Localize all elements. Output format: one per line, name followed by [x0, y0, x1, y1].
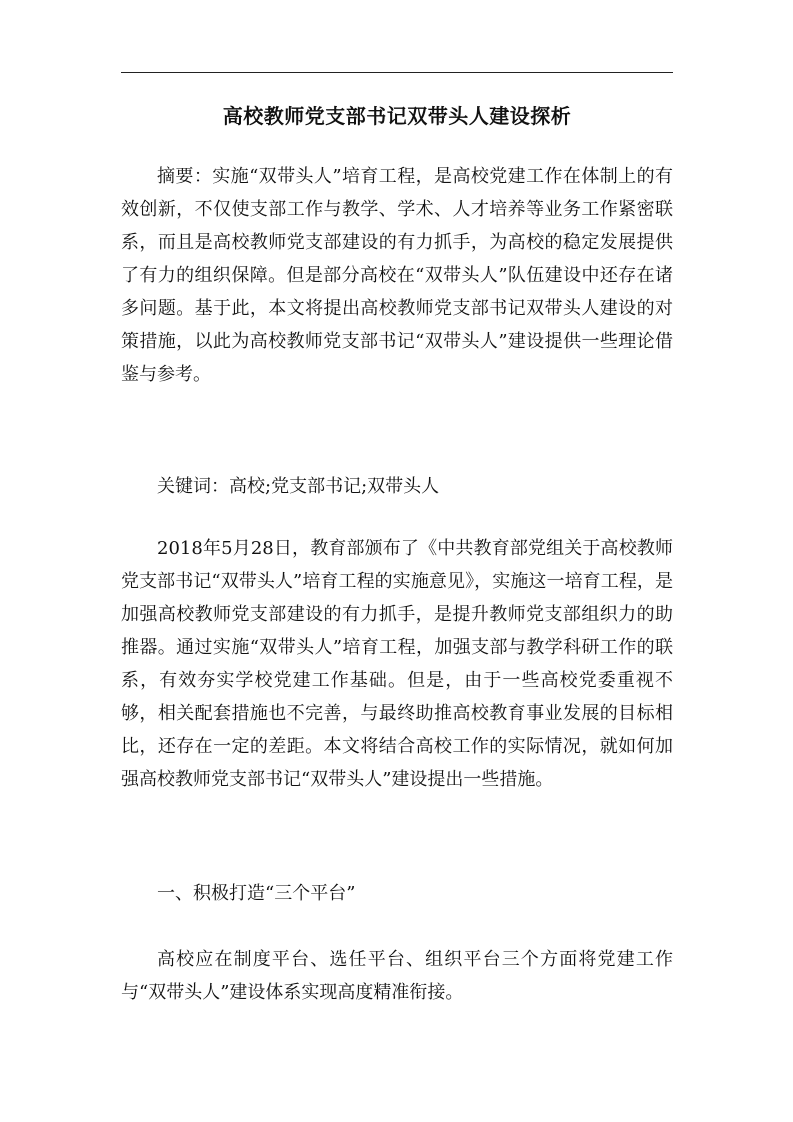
abstract-paragraph: 摘要：实施“双带头人”培育工程，是高校党建工作在体制上的有效创新，不仅使支部工作与教学、学术、人才培养等业务工作紧密联系，而且是高校教师党支部建设的有力抓手，为高校的稳定发展提供了有力的组织保障。但是部分高校在“双带头人”队伍建设中还存在诸多问题。基于此，本文将提出高校教师党支部书记双带头人建设的对策措施，以此为高校教师党支部书记“双带头人”建设提供一些理论借鉴与参考。	[121, 166, 673, 385]
section-paragraph: 高校应在制度平台、选任平台、组织平台三个方面将党建工作与“双带头人”建设体系实现高度精准衔接。	[121, 949, 673, 1003]
document-title: 高校教师党支部书记双带头人建设探析	[222, 104, 572, 128]
section-heading: 一、积极打造“三个平台”	[157, 883, 356, 904]
keywords-line: 关键词：高校;党支部书记;双带头人	[157, 476, 440, 497]
intro-paragraph: 2018年5月28日，教育部颁布了《中共教育部党组关于高校教师党支部书记“双带头人”培育工程的实施意见》，实施这一培育工程，是加强高校教师党支部建设的有力抓手，是提升教师党支部组织力的助推器。通过实施“双带头人”培育工程，加强支部与教学科研工作的联系，有效夯实学校党建工作基础。但是，由于一些高校党委重视不够，相关配套措施也不完善，与最终助推高校教育事业发展的目标相比，还存在一定的差距。本文将结合高校工作的实际情况，就如何加强高校教师党支部书记“双带头人”建设提出一些措施。	[121, 538, 673, 790]
header-rule	[121, 72, 673, 73]
